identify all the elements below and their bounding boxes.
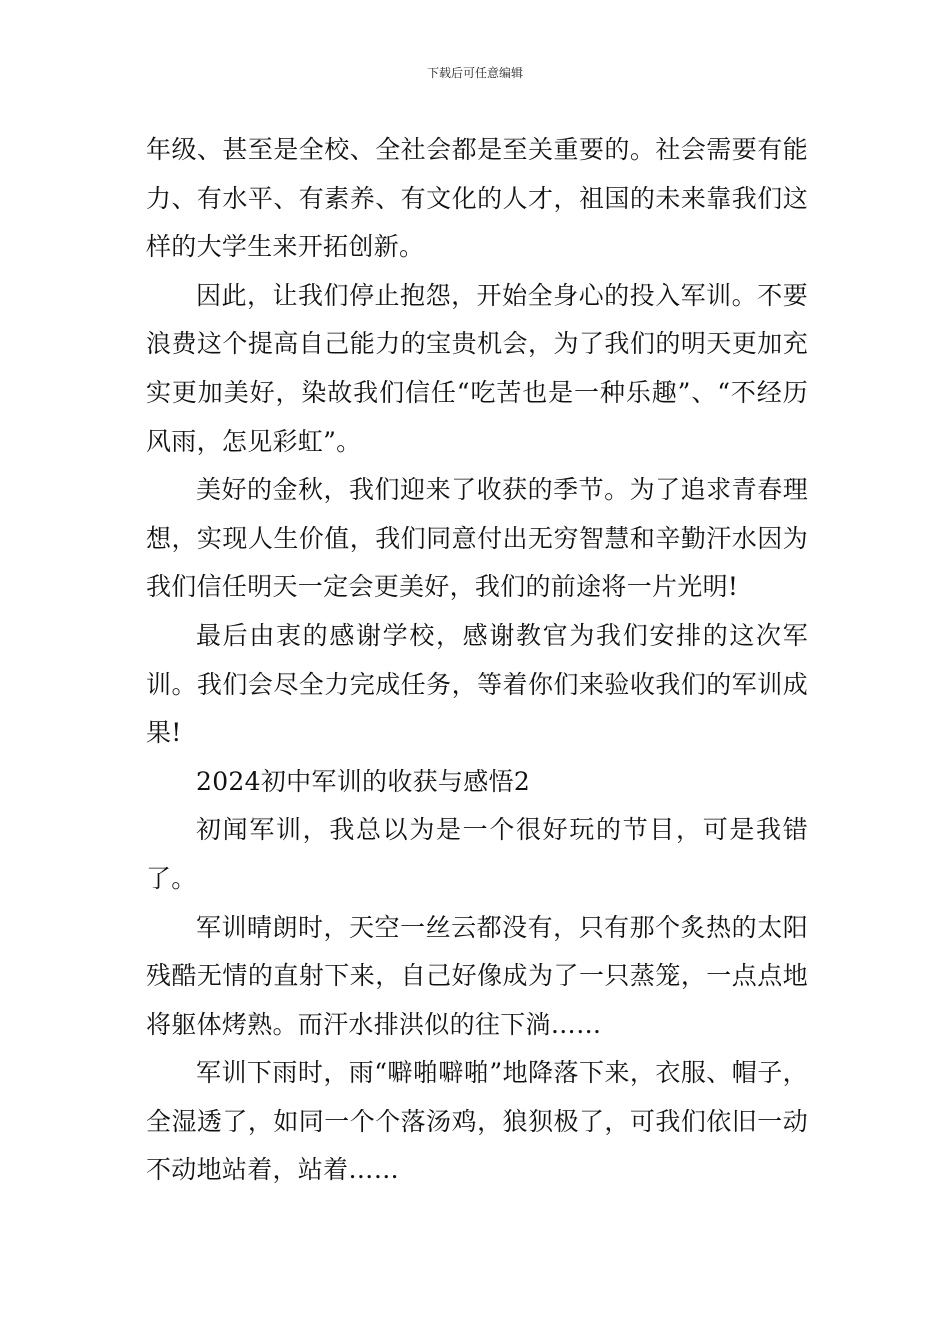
paragraph: 年级、甚至是全校、全社会都是至关重要的。社会需要有能力、有水平、有素养、有文化的人才，祖国的未来靠我们这样的大学生来开拓创新。 [146,135,808,262]
section-title: 2024初中军训的收获与感悟2 [196,766,531,796]
paragraph: 最后由衷的感谢学校，感谢教官为我们安排的这次军训。我们会尽全力完成任务，等着你们来验收我们的军训成果! [146,620,808,748]
header-note: 下载后可任意编辑 [426,66,523,80]
paragraph: 因此，让我们停止抱怨，开始全身心的投入军训。不要浪费这个提高自己能力的宝贵机会，为了我们的明天更加充实更加美好，染故我们信任“吃苦也是一种乐趣”、“不经历风雨，怎见彩虹”。 [146,280,808,456]
paragraph: 军训晴朗时，天空一丝云都没有，只有那个炙热的太阳残酷无情的直射下来，自己好像成为了一只蒸笼，一点点地将躯体烤熟。而汗水排洪似的往下淌…… [146,912,808,1039]
paragraph: 初闻军训，我总以为是一个很好玩的节目，可是我错了。 [146,815,808,893]
paragraph: 美好的金秋，我们迎来了收获的季节。为了追求青春理想，实现人生价值，我们同意付出无穷智慧和辛勤汗水因为我们信任明天一定会更美好，我们的前途将一片光明! [146,475,808,602]
document-body [146,126,808,1195]
paragraph: 军训下雨时，雨“噼啪噼啪”地降落下来，衣服、帽子，全湿透了，如同一个个落汤鸡，狼狈极了，可我们依旧一动不动地站着，站着…… [146,1058,808,1185]
